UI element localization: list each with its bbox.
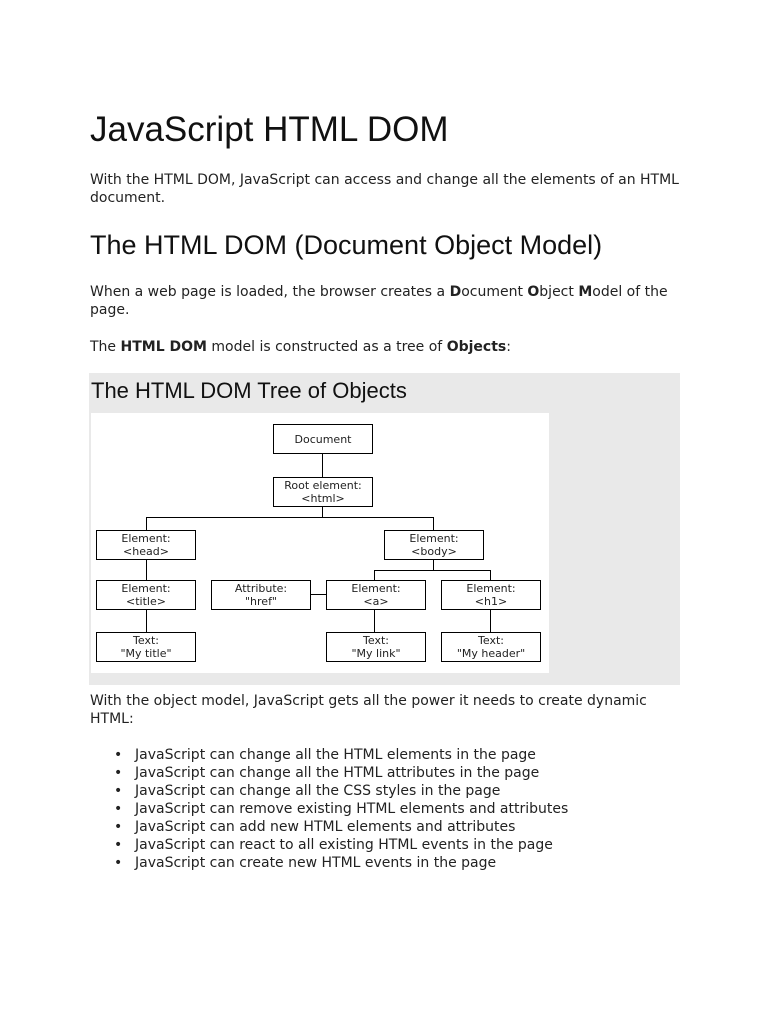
list-item-text: JavaScript can change all the CSS styles in the page — [135, 783, 501, 799]
h1-node-line2: <h1> — [474, 595, 508, 608]
body-node-line1: Element: — [409, 532, 459, 545]
list-item-text: JavaScript can add new HTML elements and attributes — [135, 819, 516, 835]
page-loaded-paragraph — [90, 283, 690, 319]
dom-tree-heading: The HTML DOM Tree of Objects — [91, 378, 407, 403]
connector-root-horizontal — [146, 517, 433, 518]
loaded-text-4: odel of the page. — [90, 284, 668, 318]
capabilities-list — [90, 746, 568, 872]
list-item — [90, 836, 568, 854]
connector-body-down — [433, 559, 434, 570]
list-item — [90, 746, 568, 764]
document-node — [273, 424, 373, 454]
loaded-text-1: When a web page is loaded, the browser creates a — [90, 284, 450, 300]
list-item-text: JavaScript can change all the HTML elements in the page — [135, 747, 536, 763]
dom-tree-panel — [89, 373, 680, 685]
list-item-text: JavaScript can create new HTML events in the page — [135, 855, 497, 871]
a-element-node — [326, 580, 426, 610]
tree-bold-html-dom: HTML DOM — [120, 339, 207, 355]
connector-to-h1 — [490, 570, 491, 580]
connector-root-down — [322, 506, 323, 517]
text-header-line2: "My header" — [456, 647, 526, 660]
text-title-line1: Text: — [133, 634, 159, 647]
text-link-line2: "My link" — [351, 647, 401, 660]
bullet-icon: • — [114, 837, 123, 853]
attribute-node-line2: "href" — [244, 595, 277, 608]
connector-to-a — [374, 570, 375, 580]
head-element-node — [96, 530, 196, 560]
body-element-node — [384, 530, 484, 560]
loaded-text-2: ocument — [461, 284, 528, 300]
list-item-text: JavaScript can change all the HTML attributes in the page — [135, 765, 540, 781]
list-item — [90, 764, 568, 782]
document-node-label: Document — [294, 432, 352, 446]
h1-element-node — [441, 580, 541, 610]
bullet-icon: • — [114, 747, 123, 763]
section-heading: The HTML DOM (Document Object Model) — [90, 230, 603, 260]
attribute-node-line1: Attribute: — [234, 582, 288, 595]
root-element-node — [273, 477, 373, 507]
text-title-node — [96, 632, 196, 662]
connector-body-horizontal — [374, 570, 491, 571]
bullet-icon: • — [114, 855, 123, 871]
text-header-line1: Text: — [478, 634, 504, 647]
connector-a-text — [374, 609, 375, 632]
connector-title-text — [146, 609, 147, 632]
a-node-line2: <a> — [363, 595, 389, 608]
loaded-letter-m: M — [578, 284, 593, 300]
connector-to-body — [433, 517, 434, 530]
intro-paragraph: With the HTML DOM, JavaScript can access and change all the elements of an HTML document. — [90, 172, 679, 206]
list-item-text: JavaScript can remove existing HTML elements and attributes — [135, 801, 569, 817]
loaded-letter-d: D — [449, 284, 462, 300]
list-item — [90, 782, 568, 800]
root-node-line1: Root element: — [284, 479, 362, 492]
bullet-icon: • — [114, 765, 123, 781]
connector-head-title — [146, 559, 147, 580]
page-title: JavaScript HTML DOM — [90, 110, 449, 149]
text-header-node — [441, 632, 541, 662]
list-item-text: JavaScript can react to all existing HTML events in the page — [135, 837, 553, 853]
list-item — [90, 800, 568, 818]
tree-text-1: The — [90, 339, 121, 355]
bullet-icon: • — [114, 819, 123, 835]
head-node-line1: Element: — [121, 532, 171, 545]
loaded-text-3: bject — [539, 284, 579, 300]
title-element-node — [96, 580, 196, 610]
tree-paragraph — [90, 338, 690, 356]
list-item — [90, 818, 568, 836]
title-node-line1: Element: — [121, 582, 171, 595]
tree-text-3: : — [506, 339, 511, 355]
a-node-line1: Element: — [351, 582, 401, 595]
h1-node-line1: Element: — [466, 582, 516, 595]
head-node-line2: <head> — [123, 545, 169, 558]
bullet-icon: • — [114, 783, 123, 799]
power-paragraph: With the object model, JavaScript gets all the power it needs to create dynamic HTML: — [90, 693, 647, 727]
text-link-line1: Text: — [363, 634, 389, 647]
connector-h1-text — [490, 609, 491, 632]
tree-bold-objects: Objects — [446, 339, 507, 355]
tree-text-2: model is constructed as a tree of — [206, 339, 447, 355]
bullet-icon: • — [114, 801, 123, 817]
dom-tree-diagram — [91, 413, 549, 673]
connector-attribute-a — [310, 594, 326, 595]
loaded-letter-o: O — [527, 284, 540, 300]
root-node-line2: <html> — [301, 492, 345, 505]
body-node-line2: <body> — [411, 545, 457, 558]
title-node-line2: <title> — [126, 595, 166, 608]
text-title-line2: "My title" — [120, 647, 172, 660]
list-item — [90, 854, 568, 872]
text-link-node — [326, 632, 426, 662]
attribute-node — [211, 580, 311, 610]
connector-to-head — [146, 517, 147, 530]
connector-document-root — [322, 454, 323, 477]
